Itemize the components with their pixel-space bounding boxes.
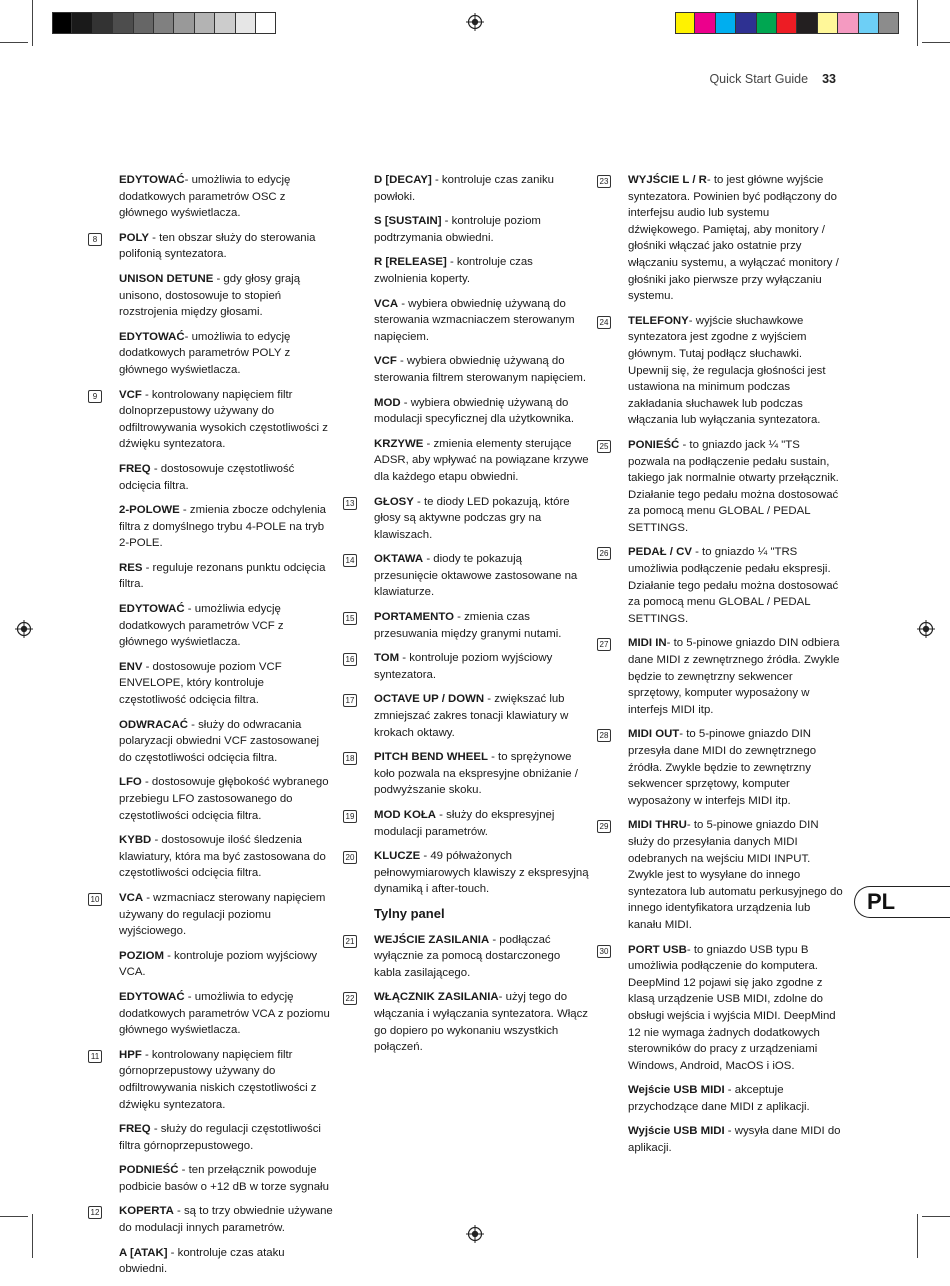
item-term: OCTAVE UP / DOWN (374, 693, 485, 706)
gray-swatch (215, 12, 235, 34)
item-description: - wyjście słuchawkowe syntezatora jest zgodne z wyjściem głównym. Tutaj podłącz słuchawki. Upewnij się, że regulacja głośności jest ustawiona na minimum podczas zakładania słuchawek lub podczas włączania lub wyłączania syntezatora. (628, 314, 826, 427)
callout-number: 10 (88, 893, 102, 906)
item-description: - to gniazdo jack ¼ "TS pozwala na podłączenie pedału sustain, takiego jak normalnie otwarty przełącznik. Działanie tego pedału można dostosować za pomocą menu GLOBAL / PEDAL SETTINGS. (628, 438, 839, 534)
callout-number: 14 (343, 554, 357, 567)
item-description: - zwiększać lub zmniejszać zakres tonacji klawiatury w krokach oktawy. (374, 693, 569, 739)
description-item (599, 313, 843, 429)
item-term: WEJŚCIE ZASILANIA (374, 933, 490, 946)
item-description: - kontroluje czas zwolnienia koperty. (374, 256, 533, 285)
callout-number: 12 (88, 1206, 102, 1219)
item-term: VCF (374, 355, 397, 368)
item-description: - reguluje rezonans punktu odcięcia filtra. (119, 561, 326, 591)
item-description: - wybiera obwiednię używaną do sterowania filtrem sterowanym napięciem. (374, 355, 587, 384)
item-term: POLY (119, 231, 149, 244)
registration-mark-icon (917, 620, 935, 638)
item-term: KOPERTA (119, 1205, 174, 1218)
section-heading-rear-panel: Tylny panel (374, 905, 445, 921)
item-description: - kontroluje czas ataku obwiedni. (119, 1246, 285, 1276)
gray-swatch (174, 12, 194, 34)
description-item (92, 230, 334, 263)
gray-swatch (236, 12, 256, 34)
item-description: - to gniazdo ¼ "TRS umożliwia podłączenie pedału ekspresji. Działanie tego pedału można dostosować za pomocą menu GLOBAL / PEDAL SETTINGS. (628, 546, 839, 625)
color-swatch (859, 12, 879, 34)
item-description: - dostosowuje głębokość wybranego przebiegu LFO zastosowanego do częstotliwości odcięcia filtra. (119, 776, 329, 822)
color-swatch (777, 12, 797, 34)
item-term: Wejście USB MIDI (628, 1084, 725, 1097)
description-item (374, 172, 589, 205)
item-term: PITCH BEND WHEEL (374, 751, 488, 764)
item-term: UNISON DETUNE (119, 272, 214, 285)
item-term: LFO (119, 776, 142, 789)
description-item (119, 717, 334, 767)
item-term: MIDI OUT (628, 728, 680, 741)
item-term: PORT USB (628, 943, 687, 956)
description-item (119, 1162, 334, 1195)
item-description: - podłączać wyłącznie za pomocą dostarczonego kabla zasilającego. (374, 933, 561, 979)
item-term: VCF (119, 388, 142, 401)
description-item (345, 932, 589, 982)
item-description: - gdy głosy grają unisono, dostosowuje to stopień rozstrojenia między głosami. (119, 272, 301, 319)
item-description: - służy do odwracania polaryzacji obwiedni VCF zastosowanej do częstotliwości odcięcia filtra. (119, 718, 320, 764)
item-term: R [RELEASE] (374, 256, 447, 269)
description-item (119, 329, 334, 379)
description-item (119, 1121, 334, 1154)
callout-number: 23 (597, 175, 611, 188)
item-term: 2-POLOWE (119, 504, 180, 517)
item-description: - kontroluje poziom wyjściowy VCA. (119, 949, 318, 979)
color-swatch (736, 12, 756, 34)
color-swatch (797, 12, 817, 34)
description-item (92, 387, 334, 453)
gray-swatch (256, 12, 276, 34)
item-term: A [ATAK] (119, 1246, 168, 1259)
item-term: VCA (119, 891, 144, 904)
callout-number: 13 (343, 497, 357, 510)
callout-number: 15 (343, 612, 357, 625)
item-description: - użyj tego do włączania i wyłączania syntezatora. Włącz go dopiero po wykonaniu wszystkich połączeń. (374, 991, 588, 1054)
item-term: KYBD (119, 834, 152, 847)
callout-number: 16 (343, 653, 357, 666)
callout-number: 21 (343, 935, 357, 948)
item-term: EDYTOWAĆ (119, 330, 185, 343)
item-term: OKTAWA (374, 553, 424, 566)
description-item (374, 436, 589, 486)
description-item (345, 848, 589, 898)
description-item (374, 395, 589, 428)
item-term: WYJŚCIE L / R (628, 174, 707, 186)
description-item (628, 1082, 843, 1115)
callout-number: 30 (597, 945, 611, 958)
item-description: - 49 półważonych pełnowymiarowych klawiszy z ekspresyjną dynamiką i after-touch. (374, 850, 589, 896)
page-header (709, 72, 836, 86)
item-description: - umożliwia to edycję dodatkowych parametrów POLY z głównego wyświetlacza. (119, 330, 291, 376)
item-description: - wysyła dane MIDI do aplikacji. (628, 1125, 841, 1155)
item-term: EDYTOWAĆ (119, 174, 185, 186)
color-swatch (716, 12, 736, 34)
item-term: WŁĄCZNIK ZASILANIA (374, 991, 499, 1004)
description-item (90, 1203, 334, 1236)
language-tab: PL (854, 886, 950, 918)
description-item (345, 551, 589, 601)
description-item (345, 691, 589, 741)
description-item (119, 989, 334, 1039)
color-swatch (757, 12, 777, 34)
description-item (119, 1245, 334, 1278)
column-3 (599, 172, 843, 1165)
callout-number: 29 (597, 820, 611, 833)
description-item (599, 726, 843, 809)
description-item (345, 650, 589, 683)
description-item (90, 890, 334, 940)
description-item (345, 609, 589, 642)
callout-number: 22 (343, 992, 357, 1005)
item-term: GŁOSY (374, 495, 414, 508)
gray-swatch (195, 12, 215, 34)
callout-number: 18 (343, 752, 357, 765)
item-description: - to 5-pinowe gniazdo DIN służy do przesyłania danych MIDI odebranych na wejściu MIDI INPUT. Zwykle jest to wysyłane do innego syntezatora lub automatu perkusyjnego do innego identyfikatora urządzenia lub kanału MIDI. (628, 819, 843, 931)
callout-number: 26 (597, 547, 611, 560)
item-description: - to 5-pinowe gniazdo DIN odbiera dane MIDI z zewnętrznego źródła. Zwykle będzie to zewnętrzny sekwencer sprzętowy, komputer wyposażony w interfejs MIDI itp. (628, 637, 840, 716)
description-item (345, 807, 589, 840)
description-item (119, 601, 334, 651)
description-item (345, 749, 589, 799)
item-description: - dostosowuje częstotliwość odcięcia filtra. (119, 462, 295, 492)
page-number: 33 (822, 72, 836, 86)
item-description: - kontrolowany napięciem filtr górnoprzepustowy używany do odfiltrowywania niskich częstotliwości z dźwięku syntezatora. (119, 1048, 317, 1111)
item-description: - wybiera obwiednię używaną do sterowania wzmacniaczem sterowanym napięciem. (374, 297, 575, 343)
item-term: MIDI IN (628, 637, 667, 650)
registration-mark-icon (466, 13, 484, 31)
column-2 (345, 172, 589, 1064)
description-item (374, 353, 589, 386)
item-term: D [DECAY] (374, 174, 432, 186)
item-description: - umożliwia to edycję dodatkowych parametrów OSC z głównego wyświetlacza. (119, 174, 291, 220)
callout-number: 28 (597, 729, 611, 742)
item-term: MOD KOŁA (374, 809, 437, 821)
gray-swatch (154, 12, 174, 34)
description-item (599, 437, 843, 537)
item-term: MOD (374, 396, 401, 409)
item-description: - to gniazdo USB typu B umożliwia podłączenie do komputera. DeepMind 12 pojawi się jako zgodne z klasą urządzenie USB MIDI, zdolne do obsługi wejścia i wyjścia MIDI. DeepMind 12 nie wymaga żadnych dodatkowych sterowników do pracy z urządzeniami Windows, Android, MacOS i iOS. (628, 943, 836, 1072)
callout-number: 9 (88, 390, 102, 403)
description-item (599, 942, 843, 1075)
item-term: PONIEŚĆ (628, 438, 680, 451)
item-description: - wzmacniacz sterowany napięciem używany do regulacji poziomu wyjściowego. (119, 891, 326, 938)
item-term: PODNIEŚĆ (119, 1164, 179, 1177)
item-description: - służy do regulacji częstotliwości filtra górnoprzepustowego. (119, 1123, 321, 1152)
registration-mark-icon (15, 620, 33, 638)
registration-mark-icon (466, 1225, 484, 1243)
item-term: MIDI THRU (628, 819, 687, 832)
gray-swatch (113, 12, 133, 34)
callout-number: 11 (88, 1050, 102, 1063)
callout-number: 19 (343, 810, 357, 823)
item-description: - to sprężynowe koło pozwala na ekspresyjne obniżanie / podwyższanie skoku. (374, 751, 578, 797)
item-term: TELEFONY (628, 314, 689, 327)
item-description: - akceptuje przychodzące dane MIDI z aplikacji. (628, 1084, 810, 1113)
item-description: - wybiera obwiednię używaną do modulacji specyficznej dla użytkownika. (374, 396, 575, 426)
description-item (599, 544, 843, 627)
description-item (345, 989, 589, 1055)
color-swatch (879, 12, 899, 34)
description-item (345, 494, 589, 544)
gray-swatch (52, 12, 72, 34)
color-swatch (818, 12, 838, 34)
process-color-bar (675, 12, 899, 34)
item-description: - kontroluje poziom podtrzymania obwiedni. (374, 215, 541, 244)
description-item (599, 817, 843, 933)
item-description: - dostosowuje poziom VCF ENVELOPE, który kontroluje częstotliwość odcięcia filtra. (119, 660, 282, 707)
callout-number: 24 (597, 316, 611, 329)
item-description: - są to trzy obwiednie używane do modulacji innych parametrów. (119, 1205, 333, 1235)
description-item (90, 1047, 334, 1113)
item-term: ENV (119, 660, 143, 673)
gray-swatch (72, 12, 92, 34)
item-term: S [SUSTAIN] (374, 215, 442, 228)
item-description: - kontroluje poziom wyjściowy syntezatora. (374, 652, 553, 681)
callout-number: 17 (343, 694, 357, 707)
callout-number: 8 (88, 233, 102, 246)
item-term: KRZYWE (374, 437, 424, 450)
description-item (628, 1123, 843, 1156)
gray-swatch (134, 12, 154, 34)
item-term: POZIOM (119, 949, 164, 962)
item-description: - służy do ekspresyjnej modulacji parametrów. (374, 809, 555, 838)
item-term: PEDAŁ / CV (628, 546, 692, 559)
item-description: - to jest główne wyjście syntezatora. Powinien być podłączony do interfejsu audio lub systemu dźwiękowego. Pamiętaj, aby monitory / głośniki włączać jako ostatnie przy włączaniu systemu, a wyłączać monitory / głośniki jako pierwsze przy wyłączaniu systemu. (628, 174, 839, 303)
item-description: - dostosowuje ilość śledzenia klawiatury, która ma być zastosowana do częstotliwości odcięcia filtra. (119, 834, 326, 880)
item-description: - kontroluje czas zaniku powłoki. (374, 174, 555, 203)
item-term: KLUCZE (374, 850, 421, 863)
description-item (374, 296, 589, 346)
description-item (119, 502, 334, 552)
item-description: - zmienia czas przesuwania między granymi nutami. (374, 611, 562, 640)
description-item (119, 832, 334, 882)
column-1 (90, 172, 334, 1286)
description-item (599, 172, 843, 305)
item-term: RES (119, 561, 143, 574)
description-item (374, 254, 589, 287)
item-description: - ten przełącznik powoduje podbicie basów o +12 dB w torze sygnału (119, 1164, 329, 1193)
item-term: FREQ (119, 462, 151, 475)
item-term: HPF (119, 1048, 142, 1061)
color-swatch (695, 12, 715, 34)
description-item (119, 271, 334, 321)
item-term: TOM (374, 652, 400, 665)
callout-number: 27 (597, 638, 611, 651)
item-term: Wyjście USB MIDI (628, 1125, 725, 1138)
item-description: - zmienia elementy sterujące ADSR, aby wpływać na powiązane krzywe dla każdego etapu obwiedni. (374, 437, 589, 483)
item-term: EDYTOWAĆ (119, 990, 185, 1003)
description-item (119, 172, 334, 222)
color-swatch (838, 12, 858, 34)
description-item (119, 659, 334, 709)
grayscale-color-bar (52, 12, 276, 34)
item-term: FREQ (119, 1123, 151, 1136)
color-swatch (675, 12, 695, 34)
item-description: - umożliwia to edycję dodatkowych parametrów VCA z poziomu głównego wyświetlacza. (119, 990, 330, 1037)
callout-number: 20 (343, 851, 357, 864)
description-item (119, 774, 334, 824)
item-description: - to 5-pinowe gniazdo DIN przesyła dane MIDI do zewnętrznego źródła. Zwykle będzie to zewnętrzny sekwencer sprzętowy, komputer wyposażony w interfejs MIDI itp. (628, 728, 817, 807)
gray-swatch (93, 12, 113, 34)
item-description: - umożliwia edycję dodatkowych parametrów VCF z głównego wyświetlacza. (119, 603, 284, 649)
description-item (599, 635, 843, 718)
description-item (119, 461, 334, 494)
description-item (119, 560, 334, 593)
item-description: - te diody LED pokazują, które głosy są aktywne podczas gry na klawiszach. (374, 495, 570, 541)
item-term: ODWRACAĆ (119, 718, 188, 731)
description-item (374, 213, 589, 246)
item-description: - zmienia zbocze odchylenia filtra z domyślnego trybu 4-POLE na tryb 2-POLE. (119, 504, 327, 550)
callout-number: 25 (597, 440, 611, 453)
item-description: - kontrolowany napięciem filtr dolnoprzepustowy używany do odfiltrowywania wysokich częstotliwości z dźwięku syntezatora. (119, 388, 328, 451)
item-term: PORTAMENTO (374, 611, 454, 624)
item-term: EDYTOWAĆ (119, 603, 185, 616)
guide-title: Quick Start Guide (709, 72, 809, 86)
item-term: VCA (374, 297, 399, 310)
description-item (119, 948, 334, 981)
item-description: - ten obszar służy do sterowania polifonią syntezatora. (119, 231, 316, 261)
item-description: - diody te pokazują przesunięcie oktawowe zastosowane na klawiaturze. (374, 553, 578, 599)
